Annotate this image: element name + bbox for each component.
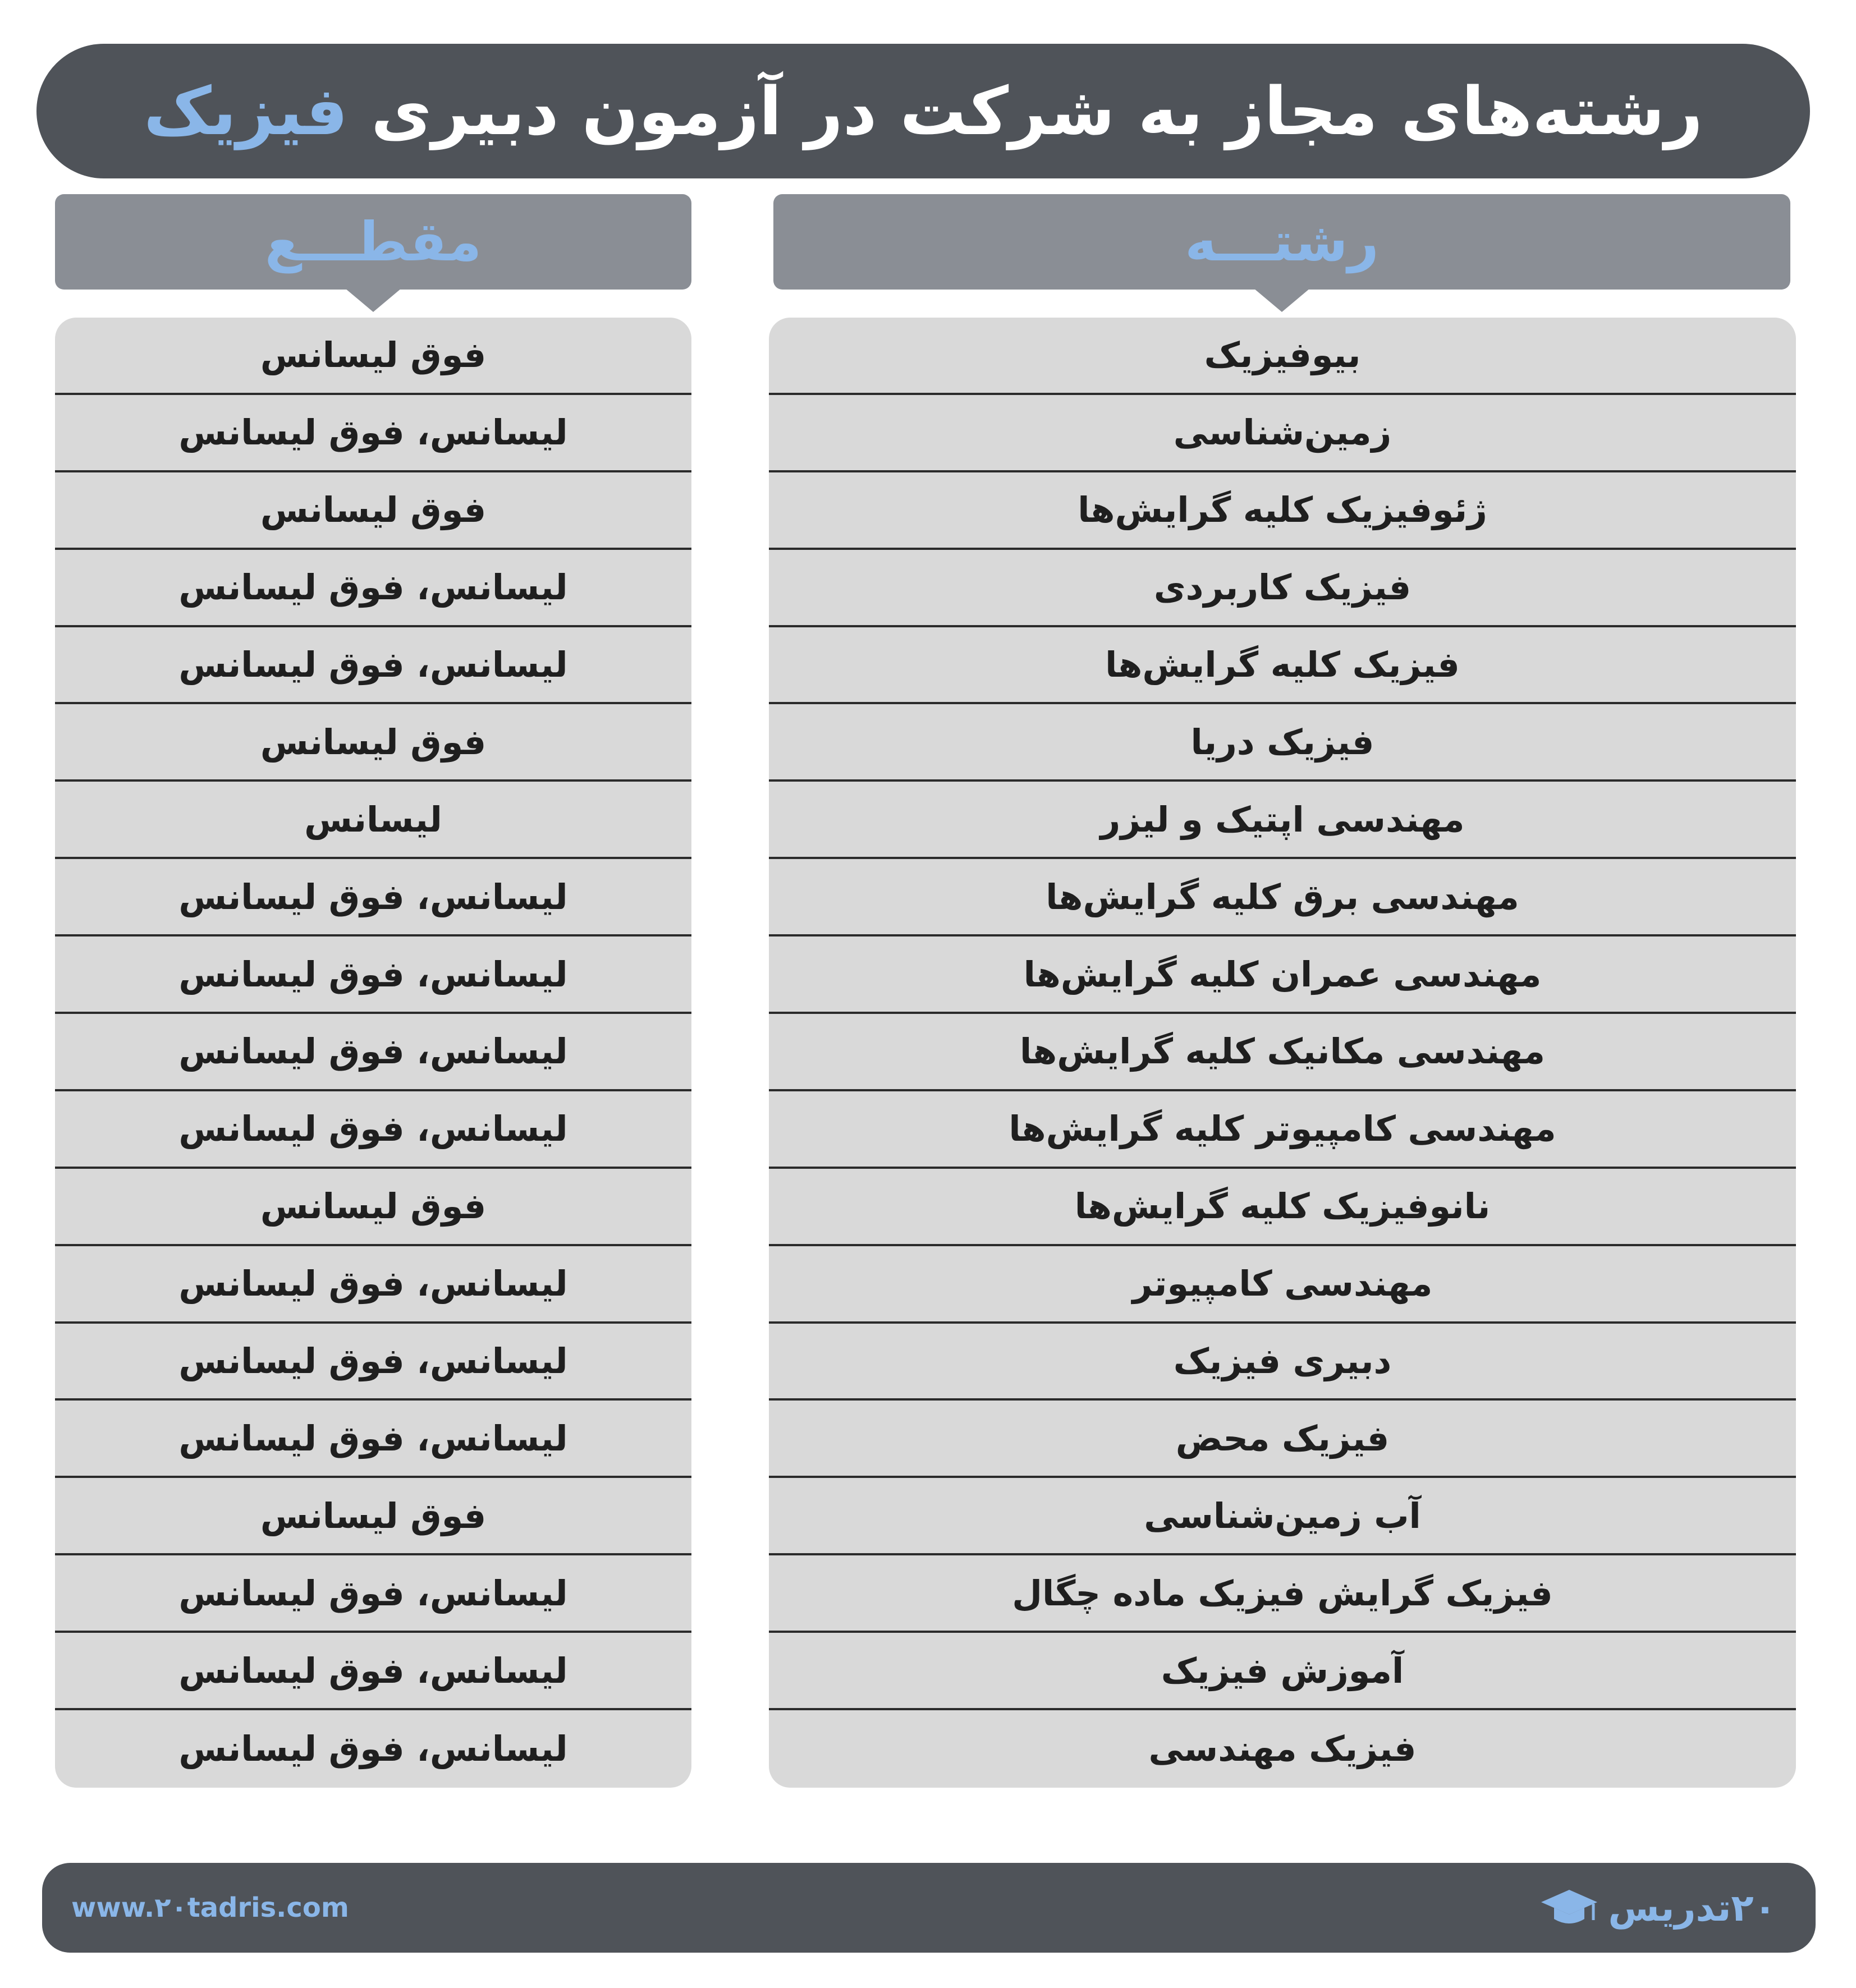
degree-row: لیسانس، فوق لیسانس	[55, 1555, 691, 1633]
degree-row: لیسانس، فوق لیسانس	[55, 395, 691, 472]
footer-bar	[42, 1863, 1816, 1953]
degree-row: لیسانس، فوق لیسانس	[55, 550, 691, 627]
graduation-cap-icon	[1538, 1885, 1600, 1930]
field-row: مهندسی اپتیک و لیزر	[769, 782, 1796, 859]
field-row: بیوفیزیک	[769, 318, 1796, 395]
title-banner	[36, 44, 1810, 178]
logo-text: ۲۰تدریس	[1608, 1886, 1776, 1930]
field-list-panel	[769, 318, 1796, 1788]
degree-row: فوق لیسانس	[55, 704, 691, 782]
degree-row: لیسانس	[55, 782, 691, 859]
degree-row: لیسانس، فوق لیسانس	[55, 627, 691, 705]
brand-logo	[1538, 1885, 1776, 1930]
field-row: مهندسی کامپیوتر کلیه گرایش‌ها	[769, 1091, 1796, 1169]
title-main: رشته‌های مجاز به شرکت در آزمون دبیری	[371, 72, 1703, 150]
field-row: مهندسی عمران کلیه گرایش‌ها	[769, 936, 1796, 1014]
title-accent: فیزیک	[144, 72, 349, 150]
degree-row: لیسانس، فوق لیسانس	[55, 1091, 691, 1169]
degree-row: لیسانس، فوق لیسانس	[55, 1401, 691, 1478]
degree-row: لیسانس، فوق لیسانس	[55, 1324, 691, 1401]
degree-row: فوق لیسانس	[55, 1169, 691, 1246]
field-row: مهندسی مکانیک کلیه گرایش‌ها	[769, 1014, 1796, 1091]
degree-row: لیسانس، فوق لیسانس	[178, 1728, 568, 1770]
degree-row: فوق لیسانس	[55, 472, 691, 550]
page-title	[144, 72, 1703, 150]
field-row: فیزیک محض	[769, 1401, 1796, 1478]
field-row: فیزیک مهندسی	[1148, 1728, 1417, 1770]
field-row: فیزیک کاربردی	[769, 550, 1796, 627]
degree-row: فوق لیسانس	[55, 1478, 691, 1555]
footer-url[interactable]: www.۲۰tadris.com	[71, 1892, 349, 1923]
degree-row: لیسانس، فوق لیسانس	[55, 936, 691, 1014]
field-row: آب زمین‌شناسی	[769, 1478, 1796, 1555]
field-row: زمین‌شناسی	[769, 395, 1796, 472]
field-row: دبیری فیزیک	[769, 1324, 1796, 1401]
field-row: فیزیک گرایش فیزیک ماده چگال	[769, 1555, 1796, 1633]
degree-list-panel	[55, 318, 691, 1788]
field-row: فیزیک کلیه گرایش‌ها	[769, 627, 1796, 705]
degree-row: لیسانس، فوق لیسانس	[55, 1014, 691, 1091]
degree-row: لیسانس، فوق لیسانس	[55, 859, 691, 936]
degree-row: لیسانس، فوق لیسانس	[55, 1633, 691, 1710]
field-row: ژئوفیزیک کلیه گرایش‌ها	[769, 472, 1796, 550]
field-row: مهندسی کامپیوتر	[769, 1246, 1796, 1324]
field-row: آموزش فیزیک	[769, 1633, 1796, 1710]
field-row: مهندسی برق کلیه گرایش‌ها	[769, 859, 1796, 936]
degree-header-label: مقطـــع	[264, 210, 482, 273]
field-row: نانوفیزیک کلیه گرایش‌ها	[769, 1169, 1796, 1246]
field-row: فیزیک دریا	[769, 704, 1796, 782]
degree-column-header	[55, 194, 691, 290]
field-header-label: رشتـــه	[1185, 210, 1379, 273]
degree-row: لیسانس، فوق لیسانس	[55, 1246, 691, 1324]
field-column-header	[773, 194, 1790, 290]
degree-row: فوق لیسانس	[55, 318, 691, 395]
